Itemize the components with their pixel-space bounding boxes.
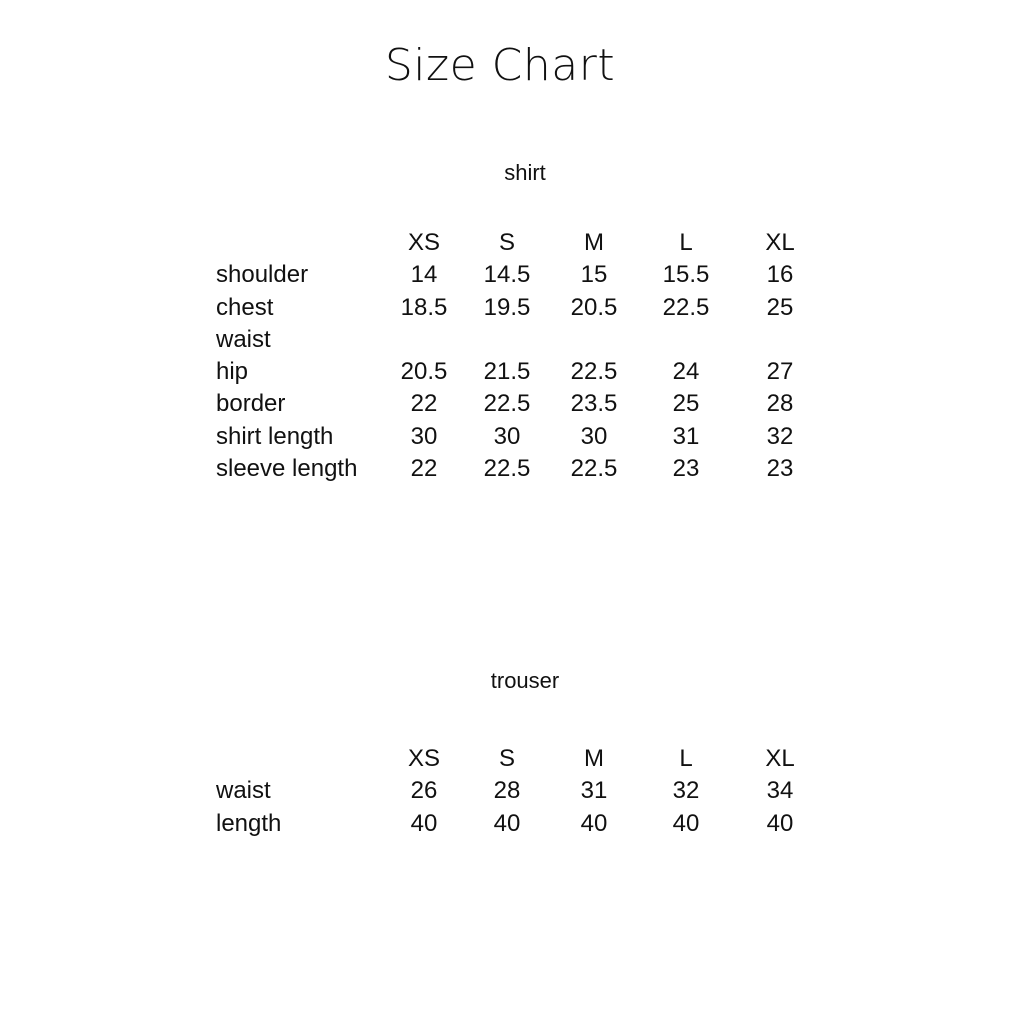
trouser-size-header: M	[584, 745, 604, 772]
table-cell: 23	[766, 455, 794, 483]
table-cell: 22.5	[662, 293, 710, 321]
table-cell: 30	[580, 422, 608, 450]
table-cell: 15.5	[662, 261, 710, 289]
shirt-section-title: shirt	[504, 160, 546, 185]
table-cell: 23	[672, 455, 700, 483]
row-label: length	[216, 809, 282, 837]
table-cell: 14.5	[483, 261, 531, 289]
table-cell: 20.5	[570, 293, 618, 321]
table-cell: 18.5	[400, 293, 448, 321]
table-cell: 30	[493, 422, 521, 450]
row-label: shoulder	[216, 261, 309, 289]
table-cell: 22.5	[570, 455, 618, 483]
trouser-size-header: XL	[765, 745, 795, 772]
row-label: waist	[216, 777, 271, 805]
table-cell: 40	[672, 809, 700, 837]
table-cell: 31	[580, 777, 608, 805]
table-cell: 20.5	[400, 358, 448, 386]
table-cell: 40	[580, 809, 608, 837]
table-cell: 22	[410, 455, 438, 483]
trouser-size-header: L	[679, 745, 693, 772]
row-label: sleeve length	[216, 455, 358, 483]
shirt-size-header: L	[679, 229, 693, 256]
table-cell: 31	[672, 422, 700, 450]
table-cell: 14	[410, 261, 438, 289]
table-cell: 30	[410, 422, 438, 450]
table-cell: 40	[766, 809, 794, 837]
table-cell: 40	[410, 809, 438, 837]
row-label: hip	[216, 358, 249, 386]
row-label: border	[216, 390, 286, 418]
table-cell: 22.5	[483, 390, 531, 418]
row-label: chest	[216, 293, 274, 321]
table-cell: 34	[766, 777, 794, 805]
table-cell: 27	[766, 358, 794, 386]
trouser-size-header: XS	[407, 745, 440, 772]
table-cell: 32	[672, 777, 700, 805]
page-title: Size Chart	[384, 40, 616, 91]
shirt-size-header: M	[584, 229, 604, 256]
row-label: shirt length	[216, 422, 334, 450]
table-cell: 32	[766, 422, 794, 450]
table-cell: 28	[766, 390, 794, 418]
table-cell: 15	[580, 261, 608, 289]
shirt-size-header: XL	[765, 229, 795, 256]
trouser-size-header: S	[498, 745, 515, 772]
trouser-section-title: trouser	[490, 668, 560, 693]
table-cell: 23.5	[570, 390, 618, 418]
table-cell: 22.5	[570, 358, 618, 386]
table-cell: 22.5	[483, 455, 531, 483]
shirt-size-header: S	[498, 229, 515, 256]
row-label: waist	[216, 325, 271, 353]
table-cell: 16	[766, 261, 794, 289]
shirt-size-header: XS	[407, 229, 440, 256]
table-cell: 25	[672, 390, 700, 418]
table-cell: 19.5	[483, 293, 531, 321]
table-cell: 25	[766, 293, 794, 321]
table-cell: 21.5	[483, 358, 531, 386]
table-cell: 28	[493, 777, 521, 805]
table-cell: 22	[410, 390, 438, 418]
table-cell: 26	[410, 777, 438, 805]
table-cell: 24	[672, 358, 700, 386]
table-cell: 40	[493, 809, 521, 837]
